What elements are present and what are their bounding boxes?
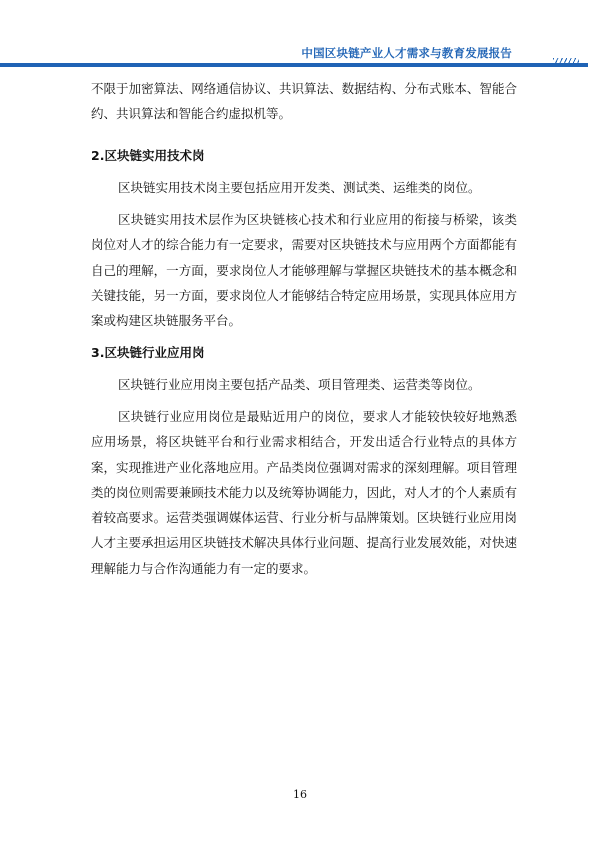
paragraph-practical-tech-detail: 区块链实用技术层作为区块链核心技术和行业应用的衔接与桥梁，该类岗位对人才的综合能力有一定要求，需要对区块链技术与应用两个方面都能有自己的理解，一方面，要求岗位人才能够理解与掌握区块链技术的基本概念和关键技能，另一方面，要求岗位人才能够结合特定应用场景，实现具体应用方案或构建区块链服务平台。 <box>91 212 517 329</box>
header-rule <box>0 63 588 67</box>
section-heading-practical-tech: 2.区块链实用技术岗 <box>91 148 205 163</box>
page-number: 16 <box>293 788 307 801</box>
paragraph-practical-tech-intro: 区块链实用技术岗主要包括应用开发类、测试类、运维类的岗位。 <box>118 180 481 195</box>
report-title: 中国区块链产业人才需求与教育发展报告 <box>301 46 512 60</box>
paragraph-industry-app-detail: 区块链行业应用岗位是最贴近用户的岗位，要求人才能较快较好地熟悉应用场景，将区块链平台和行业需求相结合，开发出适合行业特点的具体方案，实现推进产业化落地应用。产品类岗位强调对需求的深刻理解。项目管理类的岗位则需要兼顾技术能力以及统筹协调能力，因此，对人才的个人素质有着较高要求。运营类强调媒体运营、行业分析与品牌策划。区块链行业应用岗人才主要承担运用区块链技术解决具体行业问题、提高行业发展效能，对快速理解能力与合作沟通能力有一定的要求。 <box>91 409 517 576</box>
continuation-paragraph: 不限于加密算法、网络通信协议、共识算法、数据结构、分布式账本、智能合约、共识算法和智能合约虚拟机等。 <box>91 81 517 122</box>
section-heading-industry-app: 3.区块链行业应用岗 <box>91 345 205 360</box>
paragraph-industry-app-intro: 区块链行业应用岗主要包括产品类、项目管理类、运营类等岗位。 <box>118 377 481 392</box>
